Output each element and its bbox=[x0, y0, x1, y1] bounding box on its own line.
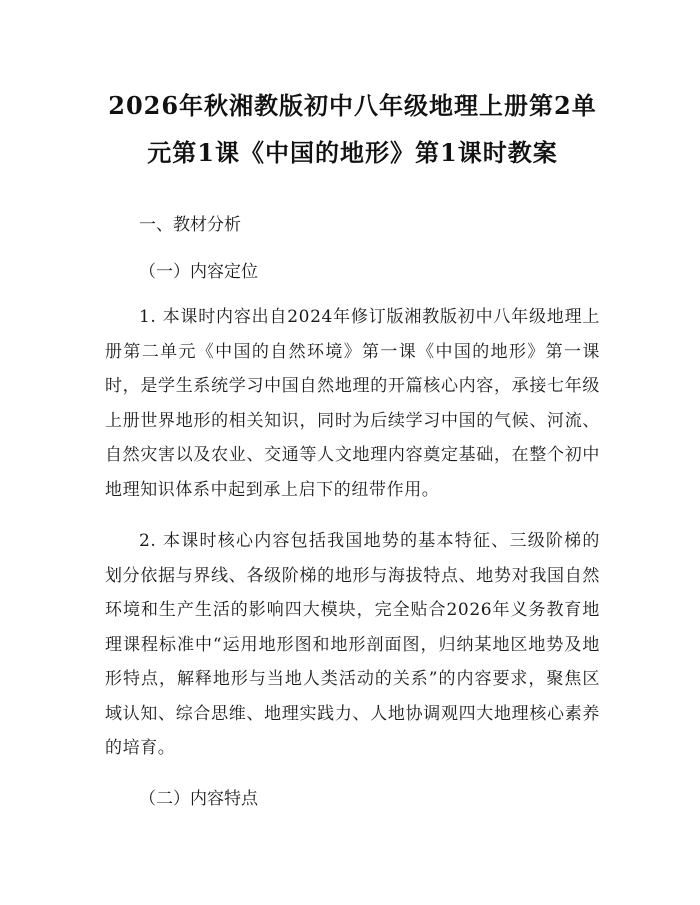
document-title: 2026年秋湘教版初中八年级地理上册第2单元第1课《中国的地形》第1课时教案 bbox=[108, 91, 597, 167]
subsection-heading-content-features: （二）内容特点 bbox=[139, 788, 258, 809]
paragraph-content-source: 1. 本课时内容出自2024年修订版湘教版初中八年级地理上册第二单元《中国的自然环境》第一课《中国的地形》第一课时，是学生系统学习中国自然地理的开篇核心内容，承接七年级上册世界地形的相关知识，同时为后续学习中国的气候、河流、自然灾害以及农业、交通等人文地理内容奠定基础，在整个初中地理知识体系中起到承上启下的纽带作用。 bbox=[105, 307, 600, 500]
subsection-heading-content-positioning: （一）内容定位 bbox=[139, 262, 258, 282]
section-heading-textbook-analysis: 一、教材分析 bbox=[139, 215, 241, 235]
paragraph-core-content: 2. 本课时核心内容包括我国地势的基本特征、三级阶梯的划分依据与界线、各级阶梯的地形与海拔特点、地势对我国自然环境和生产生活的影响四大模块，完全贴合2026年义务教育地理课程标准中“运用地形图和地形剖面图，归纳某地区地势及地形特点，解释地形与当地人类活动的关系”的内容要求，聚焦区域认知、综合思维、地理实践力、人地协调观四大地理核心素养的培育。 bbox=[105, 531, 600, 758]
